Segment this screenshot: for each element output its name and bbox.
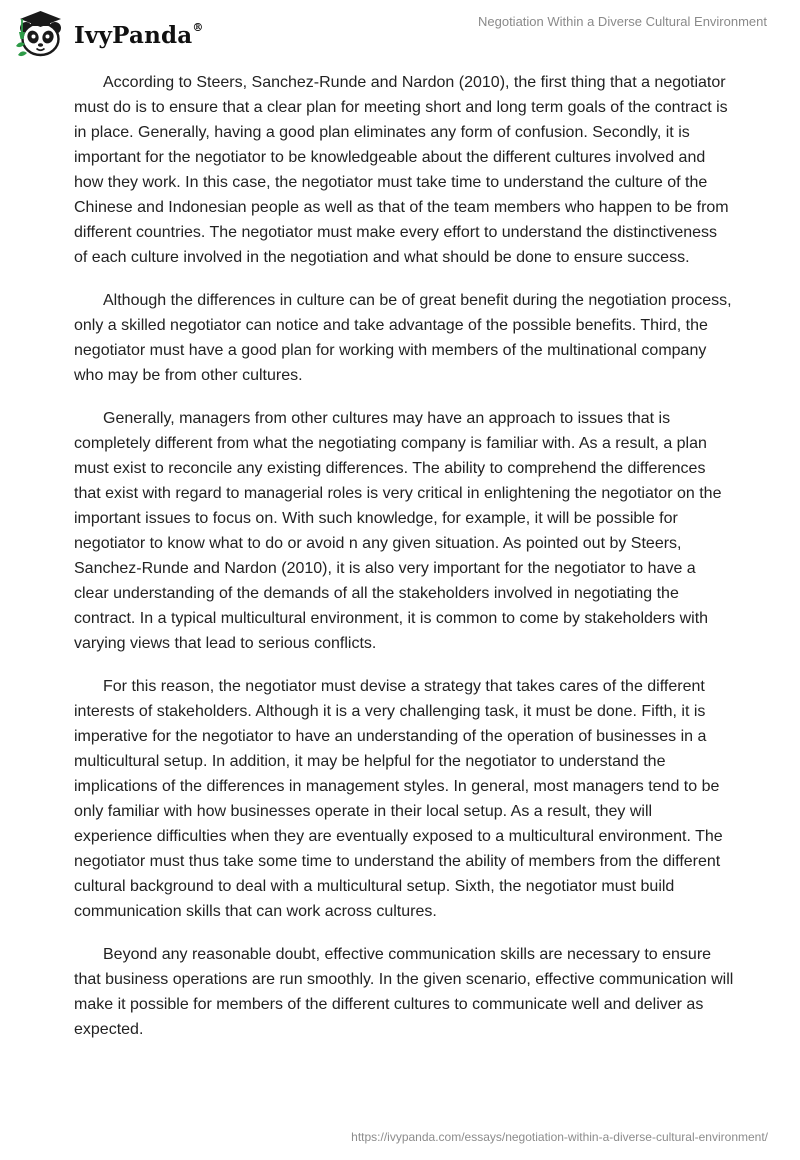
source-url[interactable]: https://ivypanda.com/essays/negotiation-within-a-diverse-cultural-environment/ [351, 1130, 768, 1144]
paragraph-1: According to Steers, Sanchez-Runde and Nardon (2010), the first thing that a negotiator must do is to ensure that a clear plan for meeting short and long term goals of the contract is in place. Generally, having a good plan eliminates any form of confusion. Secondly, it is important for the negotiator to be knowledgeable about the different cultures involved and how they work. In this case, the negotiator must take time to understand the culture of the Chinese and Indonesian people as well as that of the team members who happen to be from different countries. The negotiator must make every effort to understand the distinctiveness of each culture involved in the negotiation and what should be done to ensure success. [74, 74, 729, 266]
essay-body [74, 70, 734, 1060]
panda-graduation-cap-icon [14, 8, 70, 60]
paragraph-4: For this reason, the negotiator must devise a strategy that takes cares of the different interests of stakeholders. Although it is a very challenging task, it must be done. Fifth, it is imperative for the negotiator to have an understanding of the operation of businesses in a multicultural setup. In addition, it may be helpful for the negotiator to understand the implications of the differences in management styles. In general, most managers tend to be only familiar with how businesses operate in their local setup. As a result, they will experience difficulties when they are eventually exposed to a multicultural environment. The negotiator must thus take some time to understand the ability of members from the different cultural background to deal with a multicultural setup. Sixth, the negotiator must build communication skills that can work across cultures. [74, 678, 723, 920]
brand-name [74, 22, 204, 49]
paragraph-2: Although the differences in culture can be of great benefit during the negotiation process, only a skilled negotiator can notice and take advantage of the possible benefits. Third, the negotiator must have a good plan for working with members of the multinational company who may be from other cultures. [74, 292, 732, 384]
paragraph-5: Beyond any reasonable doubt, effective communication skills are necessary to ensure that business operations are run smoothly. In the given scenario, effective communication will make it possible for members of the different cultures to communicate well and deliver as expected. [74, 946, 734, 1038]
brand-name-text: IvyPanda [74, 21, 193, 49]
page-header [0, 0, 800, 70]
paragraph-3: Generally, managers from other cultures may have an approach to issues that is completely different from what the negotiating company is familiar with. As a result, a plan must exist to reconcile any existing differences. The ability to comprehend the differences that exist with regard to managerial roles is very critical in enlightening the negotiator on the important issues to focus on. With such knowledge, for example, it will be possible for negotiator to know what to do or avoid n any given situation. As pointed out by Steers, Sanchez-Runde and Nardon (2010), it is also very important for the negotiator to have a clear understanding of the demands of all the stakeholders involved in negotiating the contract. In a typical multicultural environment, it is common to come by stakeholders with varying views that lead to serious conflicts. [74, 410, 722, 652]
ivypanda-logo[interactable] [14, 8, 204, 60]
registered-mark: ® [192, 20, 204, 34]
document-title: Negotiation Within a Diverse Cultural Environment [477, 14, 767, 29]
